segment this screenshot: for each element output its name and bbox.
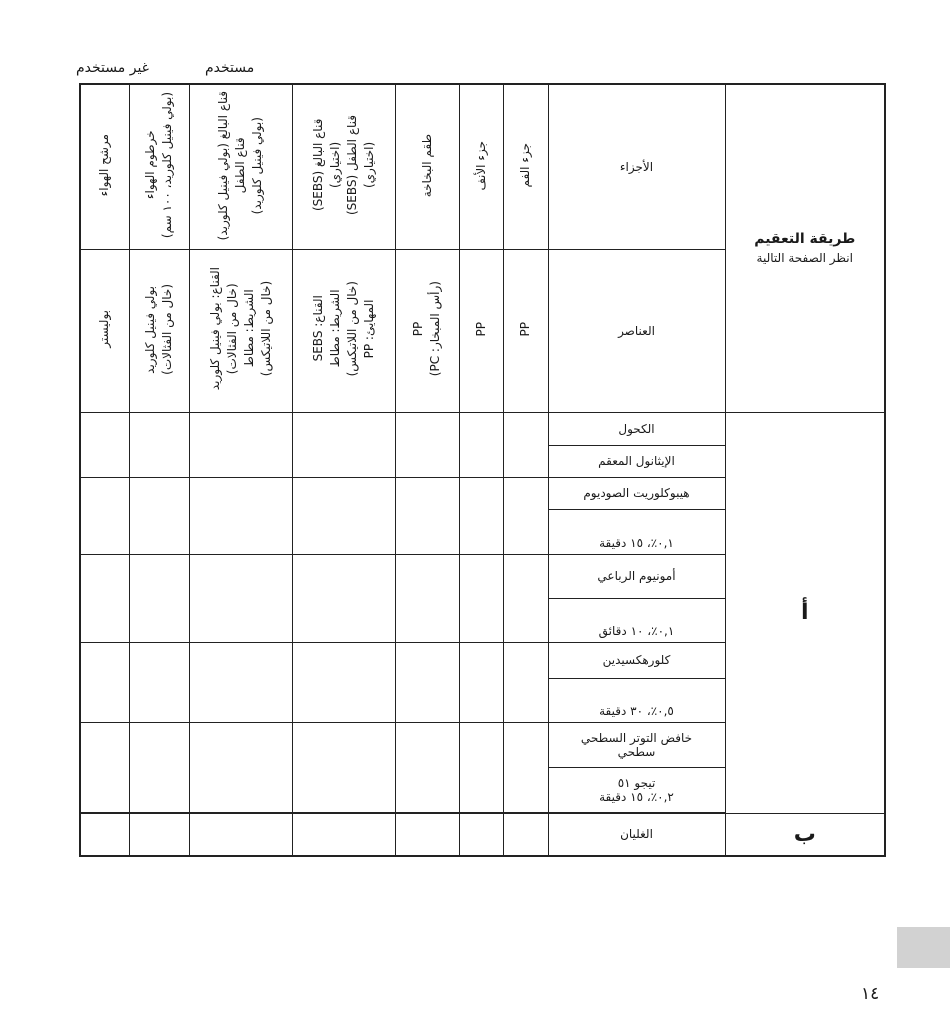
part-label: طقم البخاخة bbox=[419, 133, 434, 197]
table-cell bbox=[503, 412, 548, 477]
agent-surfactant-conditions: تيجو ٥١ ٠,٢٪، ١٥ دقيقة bbox=[548, 767, 725, 812]
table-cell bbox=[189, 813, 292, 856]
agent-ammonium: أمونيوم الرباعي bbox=[548, 554, 725, 598]
table-cell bbox=[189, 722, 292, 812]
table-cell bbox=[292, 554, 395, 642]
table-cell bbox=[292, 642, 395, 722]
part-air-filter bbox=[80, 84, 129, 249]
part-label: قناع البالغ (بولي فينيل كلوريد) قناع الطفل (بولي فينيل كلوريد) bbox=[216, 90, 264, 240]
table-cell bbox=[189, 642, 292, 722]
group-a-cell bbox=[725, 412, 885, 813]
table-cell bbox=[129, 477, 189, 554]
table-cell bbox=[129, 813, 189, 856]
table-cell bbox=[80, 642, 129, 722]
material-label: PP bbox=[518, 321, 532, 337]
page-tab-marker bbox=[897, 927, 950, 968]
table-cell bbox=[292, 249, 395, 412]
table-cell bbox=[395, 477, 459, 554]
group-b-label: ب bbox=[793, 821, 816, 847]
table-cell bbox=[503, 642, 548, 722]
material-label: القناع: بولي فينيل كلوريد (خال من الفثالات) الشريط: مطاط (خال من اللاتيكس) bbox=[207, 267, 273, 391]
table-cell bbox=[80, 813, 129, 856]
part-mouthpiece bbox=[503, 84, 548, 249]
table-cell bbox=[129, 412, 189, 477]
table-cell bbox=[459, 249, 503, 412]
table-cell bbox=[292, 477, 395, 554]
part-sebs-mask bbox=[292, 84, 395, 249]
table-cell bbox=[80, 722, 129, 812]
table-cell bbox=[459, 642, 503, 722]
method-title: طريقة التعقيم bbox=[754, 231, 856, 248]
used-header: مستخدم bbox=[205, 60, 255, 76]
agent-ammonium-conditions: ٠,١٪، ١٠ دقائق bbox=[548, 598, 725, 642]
table-cell bbox=[189, 412, 292, 477]
material-label: بولي فينيل كلوريد (خال من الفثالات) bbox=[143, 283, 174, 375]
table-cell bbox=[80, 249, 129, 412]
agent-hypochlorite: هيبوكلوريت الصوديوم bbox=[548, 477, 725, 509]
part-pvc-mask bbox=[189, 84, 292, 249]
table-cell bbox=[395, 554, 459, 642]
table-cell bbox=[395, 813, 459, 856]
materials-label: العناصر bbox=[548, 249, 725, 412]
table-cell bbox=[189, 477, 292, 554]
group-b-cell bbox=[725, 813, 885, 856]
agent-hypochlorite-conditions: ٠,١٪، ١٥ دقيقة bbox=[548, 509, 725, 554]
table-cell bbox=[459, 813, 503, 856]
table-cell bbox=[129, 249, 189, 412]
agent-boiling: الغليان bbox=[548, 813, 725, 856]
table-cell bbox=[189, 554, 292, 642]
agent-ethanol: الإيثانول المعقم bbox=[548, 445, 725, 477]
material-label: PP (رأس المبخار: PC) bbox=[411, 281, 442, 377]
table-cell bbox=[459, 477, 503, 554]
table-cell bbox=[395, 722, 459, 812]
table-cell bbox=[503, 477, 548, 554]
agent-chlorhexidine-conditions: ٠,٥٪، ٣٠ دقيقة bbox=[548, 678, 725, 722]
method-subtitle: انظر الصفحة التالية bbox=[756, 251, 853, 266]
table-cell bbox=[292, 412, 395, 477]
table-cell bbox=[459, 722, 503, 812]
part-label: جزء الفم bbox=[518, 142, 532, 188]
table-cell bbox=[395, 412, 459, 477]
sterilization-table bbox=[79, 83, 886, 857]
part-label: مرشح الهواء bbox=[97, 134, 112, 197]
table-cell bbox=[503, 554, 548, 642]
material-label: القناع: SEBS الشريط: مطاط (خال من اللاتيكس) المهايئ: PP bbox=[310, 281, 376, 377]
table-cell bbox=[503, 722, 548, 812]
method-cell bbox=[725, 84, 885, 412]
part-air-tube bbox=[129, 84, 189, 249]
part-label: قناع البالغ (SEBS) (اختياري) قناع الطفل (SEBS) (اختياري) bbox=[310, 115, 376, 216]
table-cell bbox=[129, 642, 189, 722]
material-label: PP bbox=[473, 321, 488, 337]
table-cell bbox=[395, 249, 459, 412]
table-cell bbox=[503, 813, 548, 856]
material-label: بوليستر bbox=[97, 310, 112, 348]
table-cell bbox=[292, 813, 395, 856]
table-cell bbox=[129, 722, 189, 812]
agent-chlorhexidine: كلورهكسيدين bbox=[548, 642, 725, 678]
table-cell bbox=[395, 642, 459, 722]
table-cell bbox=[189, 249, 292, 412]
table-cell bbox=[459, 412, 503, 477]
table-cell bbox=[80, 554, 129, 642]
table-cell bbox=[129, 554, 189, 642]
table-cell bbox=[503, 249, 548, 412]
part-label: خرطوم الهواء (بولي فينيل كلوريد، ١٠٠ سم) bbox=[143, 92, 174, 239]
part-nebulizer-kit bbox=[395, 84, 459, 249]
parts-label: الأجزاء bbox=[548, 84, 725, 249]
part-nosepiece bbox=[459, 84, 503, 249]
part-label: جزء الأنف bbox=[473, 140, 488, 190]
unused-header: غير مستخدم bbox=[76, 60, 149, 76]
table-cell bbox=[292, 722, 395, 812]
table-cell bbox=[80, 412, 129, 477]
page-number: ١٤ bbox=[861, 984, 880, 1004]
table-cell bbox=[459, 554, 503, 642]
group-a-label: أ bbox=[800, 600, 809, 625]
agent-alcohol: الكحول bbox=[548, 412, 725, 445]
table-cell bbox=[80, 477, 129, 554]
agent-surfactant: خافض التوتر السطحي سطحي bbox=[548, 722, 725, 767]
